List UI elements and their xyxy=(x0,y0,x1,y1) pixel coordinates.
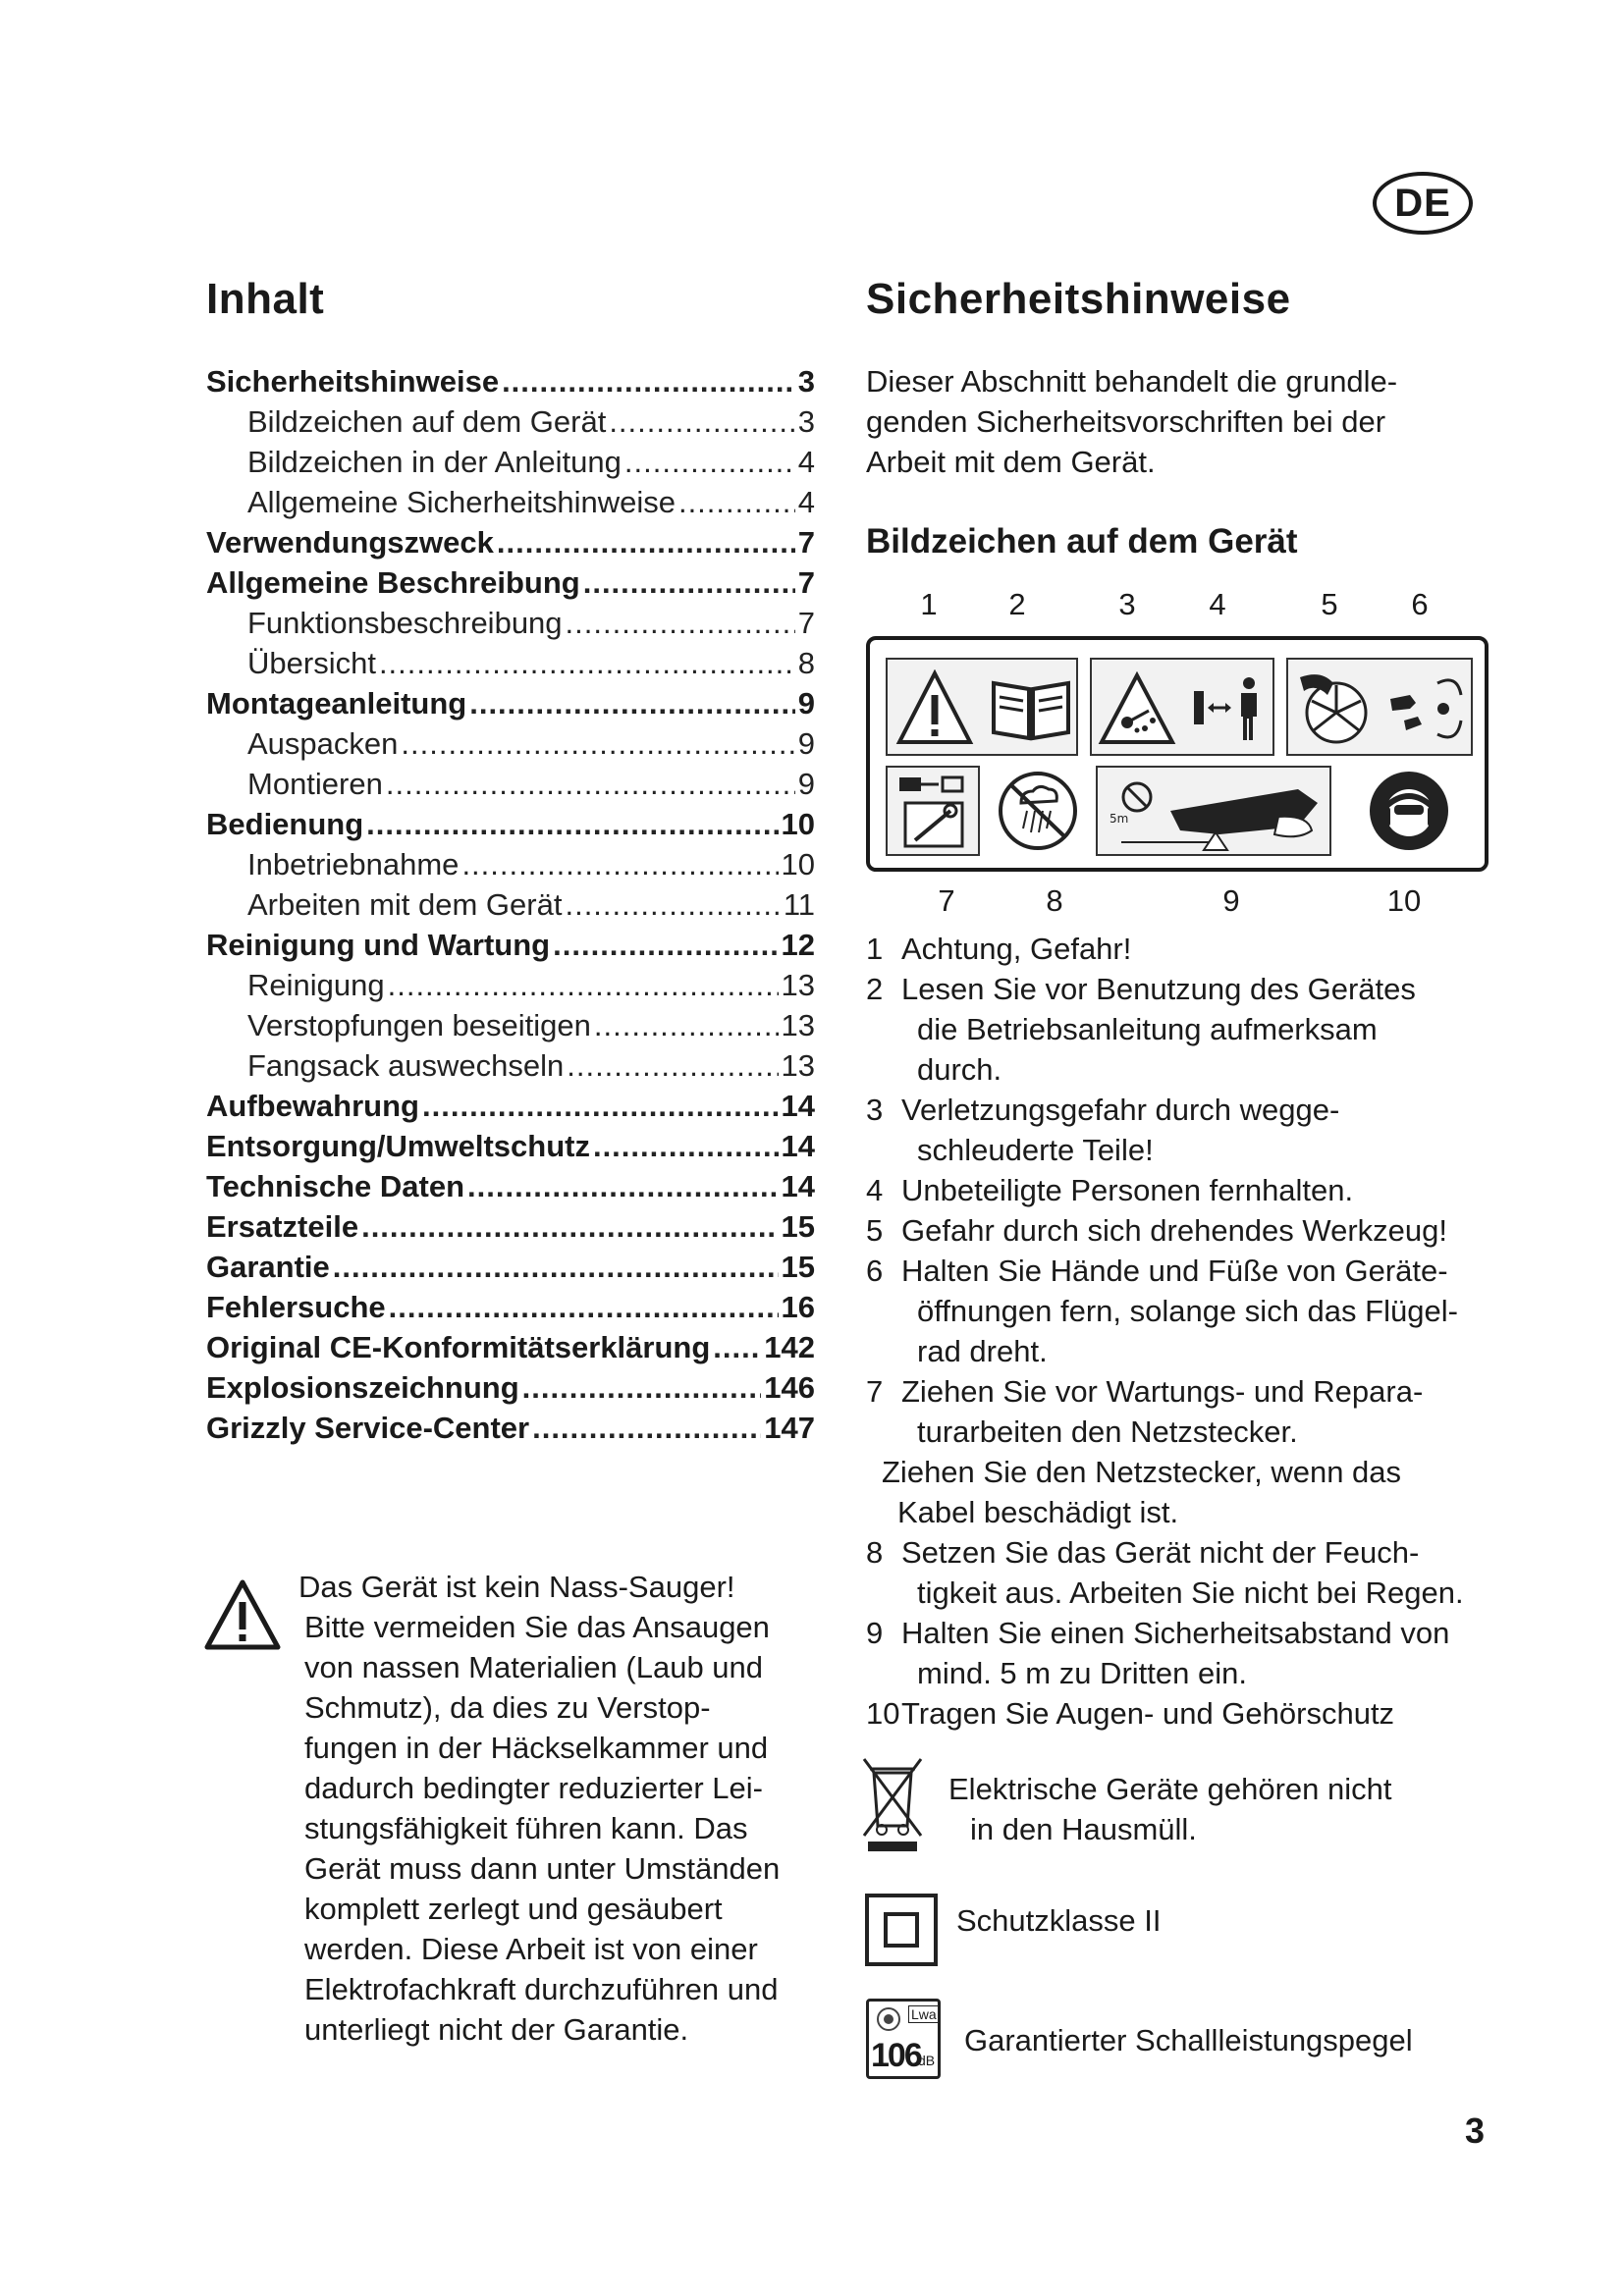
legend-text-line: Lesen Sie vor Benutzung des Gerätes xyxy=(901,972,1416,1006)
legend-text-line: Setzen Sie das Gerät nicht der Feuch- xyxy=(901,1535,1420,1570)
toc-entry-page: 10 xyxy=(781,847,815,881)
legend-text-line: rad dreht. xyxy=(917,1334,1048,1368)
toc-entry[interactable] xyxy=(206,1005,815,1045)
sound-level-unit: dB xyxy=(918,2053,936,2068)
toc-entry-title: Reinigung xyxy=(247,968,385,1002)
toc-entry-page: 7 xyxy=(797,606,815,640)
toc-leader-dots xyxy=(497,522,795,562)
legend-text-line: Ziehen Sie vor Wartungs- und Repara- xyxy=(901,1374,1424,1409)
warning-line: fungen in der Häckselkammer und xyxy=(304,1731,769,1765)
legend-text-line: schleuderte Teile! xyxy=(917,1133,1154,1167)
toc-entry[interactable] xyxy=(206,804,815,844)
weee-text-line-1: Elektrische Geräte gehören nicht xyxy=(948,1772,1392,1806)
toc-entry-title: Verwendungszweck xyxy=(206,525,494,560)
legend-text xyxy=(901,1210,1514,1251)
no-rain-icon xyxy=(994,768,1082,854)
toc-leader-dots xyxy=(567,1045,778,1086)
ear-eye-protection-icon xyxy=(1365,768,1453,854)
legend-item xyxy=(866,1090,1514,1170)
toc-entry[interactable] xyxy=(206,1287,815,1327)
unplug-icon xyxy=(893,772,974,852)
toc-entry-title: Original CE-Konformitätserklärung xyxy=(206,1330,711,1364)
warning-line: Elektrofachkraft durchzuführen und xyxy=(304,1972,779,2006)
toc-entry-page: 16 xyxy=(781,1290,815,1324)
warning-triangle-icon xyxy=(204,1578,281,1651)
toc-leader-dots xyxy=(361,1206,778,1247)
legend-text-line: durch. xyxy=(917,1052,1002,1087)
section-heading: Sicherheitshinweise xyxy=(866,275,1291,323)
toc-leader-dots xyxy=(594,1005,779,1045)
symbol-number: 5 xyxy=(1321,587,1338,621)
toc-entry-title: Auspacken xyxy=(247,726,399,761)
legend-text-line: tigkeit aus. Arbeiten Sie nicht bei Regen. xyxy=(917,1575,1464,1610)
toc-entry[interactable] xyxy=(206,965,815,1005)
toc-entry[interactable] xyxy=(206,683,815,723)
toc-leader-dots xyxy=(713,1327,761,1367)
sound-level-value: 106 xyxy=(871,2037,921,2074)
sound-level-icon xyxy=(866,1999,941,2079)
legend-number: 3 xyxy=(866,1093,884,1127)
symbol-group-7 xyxy=(1355,766,1469,856)
toc-leader-dots xyxy=(624,442,795,482)
toc-entry-title: Bildzeichen auf dem Gerät xyxy=(247,404,607,439)
toc-entry-title: Montieren xyxy=(247,767,383,801)
legend-number: 1 xyxy=(866,932,884,966)
toc-entry-page: 14 xyxy=(781,1089,815,1123)
legend-item xyxy=(866,1693,1514,1734)
wet-material-warning xyxy=(298,1567,835,2050)
toc-entry-title: Technische Daten xyxy=(206,1169,465,1203)
legend-text-line: Kabel beschädigt ist. xyxy=(897,1495,1179,1529)
toc-entry-page: 15 xyxy=(781,1250,815,1284)
class-2-text: Schutzklasse II xyxy=(956,1903,1162,1938)
warning-line: von nassen Materialien (Laub und xyxy=(304,1650,764,1684)
toc-leader-dots xyxy=(593,1126,779,1166)
toc-entry[interactable] xyxy=(206,1206,815,1247)
legend-item xyxy=(866,1532,1514,1613)
legend-number: 9 xyxy=(866,1616,884,1650)
warning-line: komplett zerlegt und gesäubert xyxy=(304,1892,723,1926)
toc-entry-title: Grizzly Service-Center xyxy=(206,1411,530,1445)
toc-entry-title: Inbetriebnahme xyxy=(247,847,460,881)
toc-entry-page: 13 xyxy=(781,968,815,1002)
toc-leader-dots xyxy=(469,683,795,723)
sound-level-text: Garantierter Schallleistungspegel xyxy=(964,2023,1413,2057)
toc-leader-dots xyxy=(532,1408,761,1448)
toc-entry-page: 146 xyxy=(764,1370,815,1405)
toc-leader-dots xyxy=(553,925,778,965)
toc-entry[interactable] xyxy=(206,1247,815,1287)
intro-line: genden Sicherheitsvorschriften bei der xyxy=(866,404,1386,439)
weee-text xyxy=(948,1769,1391,1849)
toc-entry[interactable] xyxy=(206,361,815,401)
svg-text:5m: 5m xyxy=(1110,812,1129,826)
toc-entry-title: Entsorgung/Umweltschutz xyxy=(206,1129,590,1163)
rotating-impeller-icon xyxy=(1292,666,1380,752)
toc-leader-dots xyxy=(379,643,795,683)
toc-entry-title: Bildzeichen in der Anleitung xyxy=(247,445,622,479)
toc-entry-title: Reinigung und Wartung xyxy=(206,928,551,962)
toc-entry-page: 9 xyxy=(797,767,815,801)
legend-text-line: mind. 5 m zu Dritten ein. xyxy=(917,1656,1247,1690)
toc-entry-title: Bedienung xyxy=(206,807,364,841)
legend-text xyxy=(901,1170,1514,1210)
toc-entry-page: 14 xyxy=(781,1169,815,1203)
toc-entry-page: 3 xyxy=(797,404,815,439)
toc-entry-title: Allgemeine Beschreibung xyxy=(206,565,580,600)
legend-number: 10 xyxy=(866,1696,900,1731)
legend-text xyxy=(901,969,1514,1090)
symbol-number: 7 xyxy=(938,883,955,918)
toc-entry-page: 7 xyxy=(797,565,815,600)
symbol-number: 6 xyxy=(1411,587,1429,621)
legend-text-line: Halten Sie einen Sicherheitsabstand von xyxy=(901,1616,1450,1650)
flying-debris-icon xyxy=(1098,671,1176,746)
toc-entry-page: 7 xyxy=(797,525,815,560)
toc-entry[interactable] xyxy=(206,764,815,804)
toc-leader-dots xyxy=(388,965,779,1005)
toc-entry[interactable] xyxy=(206,1086,815,1126)
symbol-number: 4 xyxy=(1209,587,1226,621)
toc-leader-dots xyxy=(502,361,795,401)
symbol-numbers-bottom xyxy=(0,883,1624,923)
bystander-icon xyxy=(1188,671,1267,746)
section-intro xyxy=(866,361,1455,482)
toc-entry[interactable] xyxy=(206,643,815,683)
legend-text xyxy=(901,1371,1514,1452)
toc-entry[interactable] xyxy=(206,723,815,764)
toc-entry-page: 4 xyxy=(797,445,815,479)
symbol-group-1 xyxy=(886,658,1078,756)
toc-entry-title: Aufbewahrung xyxy=(206,1089,419,1123)
page-number: 3 xyxy=(1465,2110,1486,2151)
toc-entry-page: 11 xyxy=(783,887,815,922)
toc-entry-page: 3 xyxy=(797,364,815,399)
symbol-number: 1 xyxy=(920,587,938,621)
warning-line: Bitte vermeiden Sie das Ansaugen xyxy=(304,1610,770,1644)
toc-leader-dots xyxy=(386,764,795,804)
class-2-icon xyxy=(864,1893,939,1967)
toc-entry[interactable] xyxy=(206,401,815,442)
legend-text xyxy=(866,1452,1514,1532)
toc-entry[interactable] xyxy=(206,1045,815,1086)
toc-leader-dots xyxy=(401,723,794,764)
toc-entry-page: 15 xyxy=(781,1209,815,1244)
legend-text xyxy=(901,1090,1514,1170)
symbol-number: 3 xyxy=(1118,587,1136,621)
toc-entry[interactable] xyxy=(206,522,815,562)
symbol-group-3 xyxy=(1286,658,1473,756)
device-symbol-board xyxy=(866,636,1489,872)
toc-leader-dots xyxy=(389,1287,779,1327)
sound-source-icon xyxy=(875,2005,902,2033)
weee-bin-icon xyxy=(860,1755,925,1851)
toc-entry-title: Ersatzteile xyxy=(206,1209,359,1244)
toc-leader-dots xyxy=(366,804,778,844)
legend-text xyxy=(901,1532,1514,1613)
toc-entry-title: Arbeiten mit dem Gerät xyxy=(247,887,563,922)
legend-text-line: Ziehen Sie den Netzstecker, wenn das xyxy=(882,1455,1402,1489)
legend-text-line: Achtung, Gefahr! xyxy=(901,932,1132,966)
toc-entry-title: Explosionszeichnung xyxy=(206,1370,519,1405)
legend-item xyxy=(866,1210,1514,1251)
symbol-legend xyxy=(866,929,1514,1734)
legend-item xyxy=(866,1371,1514,1452)
warning-line: stungsfähigkeit führen kann. Das xyxy=(304,1811,748,1845)
legend-number: 7 xyxy=(866,1374,884,1409)
toc-entry-title: Fehlersuche xyxy=(206,1290,386,1324)
toc-leader-dots xyxy=(467,1166,779,1206)
symbols-heading: Bildzeichen auf dem Gerät xyxy=(866,522,1298,561)
legend-number: 8 xyxy=(866,1535,884,1570)
legend-text-line: Tragen Sie Augen- und Gehörschutz xyxy=(901,1696,1395,1731)
toc-entry[interactable] xyxy=(206,844,815,884)
toc-entry[interactable] xyxy=(206,1367,815,1408)
symbol-group-2 xyxy=(1090,658,1274,756)
legend-text-line: Unbeteiligte Personen fernhalten. xyxy=(901,1173,1354,1207)
legend-text-line: die Betriebsanleitung aufmerksam xyxy=(917,1012,1378,1046)
legend-text-line: turarbeiten den Netzstecker. xyxy=(917,1415,1298,1449)
toc-entry[interactable] xyxy=(206,442,815,482)
legend-number: 6 xyxy=(866,1254,884,1288)
toc-entry[interactable] xyxy=(206,1408,815,1448)
toc-leader-dots xyxy=(678,482,795,522)
book-icon xyxy=(990,673,1072,742)
legend-text xyxy=(901,1613,1514,1693)
toc-entry-page: 12 xyxy=(781,928,815,962)
symbol-number: 9 xyxy=(1222,883,1240,918)
toc-entry-page: 142 xyxy=(764,1330,815,1364)
symbol-group-5 xyxy=(992,766,1084,856)
warning-line: Das Gerät ist kein Nass-Sauger! xyxy=(298,1570,735,1604)
toc-entry-title: Fangsack auswechseln xyxy=(247,1048,565,1083)
legend-text-line: Verletzungsgefahr durch wegge- xyxy=(901,1093,1340,1127)
warning-line: dadurch bedingter reduzierter Lei- xyxy=(304,1771,763,1805)
legend-item xyxy=(866,1613,1514,1693)
legend-text-line: öffnungen fern, solange sich das Flügel- xyxy=(917,1294,1458,1328)
toc-entry-page: 4 xyxy=(797,485,815,519)
legend-number: 2 xyxy=(866,972,884,1006)
symbol-number: 8 xyxy=(1046,883,1063,918)
toc-entry-title: Garantie xyxy=(206,1250,330,1284)
toc-entry-title: Verstopfungen beseitigen xyxy=(247,1008,591,1042)
legend-number: 4 xyxy=(866,1173,884,1207)
toc-entry-title: Montageanleitung xyxy=(206,686,467,721)
toc-entry[interactable] xyxy=(206,1327,815,1367)
hand-impeller-icon xyxy=(1384,669,1469,748)
sound-lwa-label: Lwa xyxy=(908,2005,940,2023)
toc-leader-dots xyxy=(609,401,794,442)
intro-line: Dieser Abschnitt behandelt die grundle- xyxy=(866,364,1398,399)
legend-number: 5 xyxy=(866,1213,884,1248)
toc-heading: Inhalt xyxy=(206,275,325,323)
symbol-group-4 xyxy=(886,766,980,856)
toc-leader-dots xyxy=(422,1086,779,1126)
toc-leader-dots xyxy=(333,1247,779,1287)
symbol-group-6 xyxy=(1096,766,1331,856)
intro-line: Arbeit mit dem Gerät. xyxy=(866,445,1156,479)
legend-item xyxy=(866,1170,1514,1210)
toc-entry-title: Allgemeine Sicherheitshinweise xyxy=(247,485,676,519)
toc-entry-page: 147 xyxy=(764,1411,815,1445)
weee-text-line-2: in den Hausmüll. xyxy=(970,1812,1197,1846)
warning-line: werden. Diese Arbeit ist von einer xyxy=(304,1932,758,1966)
toc-entry-title: Sicherheitshinweise xyxy=(206,364,500,399)
warning-line: unterliegt nicht der Garantie. xyxy=(304,2012,689,2047)
toc-entry[interactable] xyxy=(206,1166,815,1206)
safety-distance-icon xyxy=(1102,772,1327,852)
legend-text xyxy=(901,1251,1514,1371)
legend-item xyxy=(866,1251,1514,1371)
toc-entry-page: 9 xyxy=(797,686,815,721)
symbol-numbers-top xyxy=(0,587,1624,626)
language-badge xyxy=(1373,172,1473,235)
language-badge-label: DE xyxy=(1394,181,1451,225)
legend-text-line: Gefahr durch sich drehendes Werkzeug! xyxy=(901,1213,1448,1248)
toc-leader-dots xyxy=(461,844,778,884)
toc-entry-page: 14 xyxy=(781,1129,815,1163)
toc-entry-page: 10 xyxy=(781,807,815,841)
toc-leader-dots xyxy=(522,1367,762,1408)
toc-entry[interactable] xyxy=(206,925,815,965)
warning-line: Gerät muss dann unter Umständen xyxy=(304,1851,781,1886)
legend-text xyxy=(901,929,1514,969)
toc-entry[interactable] xyxy=(206,1126,815,1166)
legend-item xyxy=(866,969,1514,1090)
legend-text xyxy=(901,1693,1514,1734)
symbol-number: 10 xyxy=(1386,883,1422,918)
toc-entry-title: Übersicht xyxy=(247,646,376,680)
warning-line: Schmutz), da dies zu Verstop- xyxy=(304,1690,711,1725)
legend-item xyxy=(866,1452,1514,1532)
toc-entry-page: 13 xyxy=(781,1008,815,1042)
legend-item xyxy=(866,929,1514,969)
toc-entry-title: Funktionsbeschreibung xyxy=(247,606,563,640)
symbol-number: 2 xyxy=(1008,587,1026,621)
warning-icon xyxy=(895,669,974,746)
toc-entry-page: 9 xyxy=(797,726,815,761)
legend-text-line: Halten Sie Hände und Füße von Geräte- xyxy=(901,1254,1448,1288)
toc-entry-page: 8 xyxy=(797,646,815,680)
toc-entry-page: 13 xyxy=(781,1048,815,1083)
toc-entry[interactable] xyxy=(206,482,815,522)
